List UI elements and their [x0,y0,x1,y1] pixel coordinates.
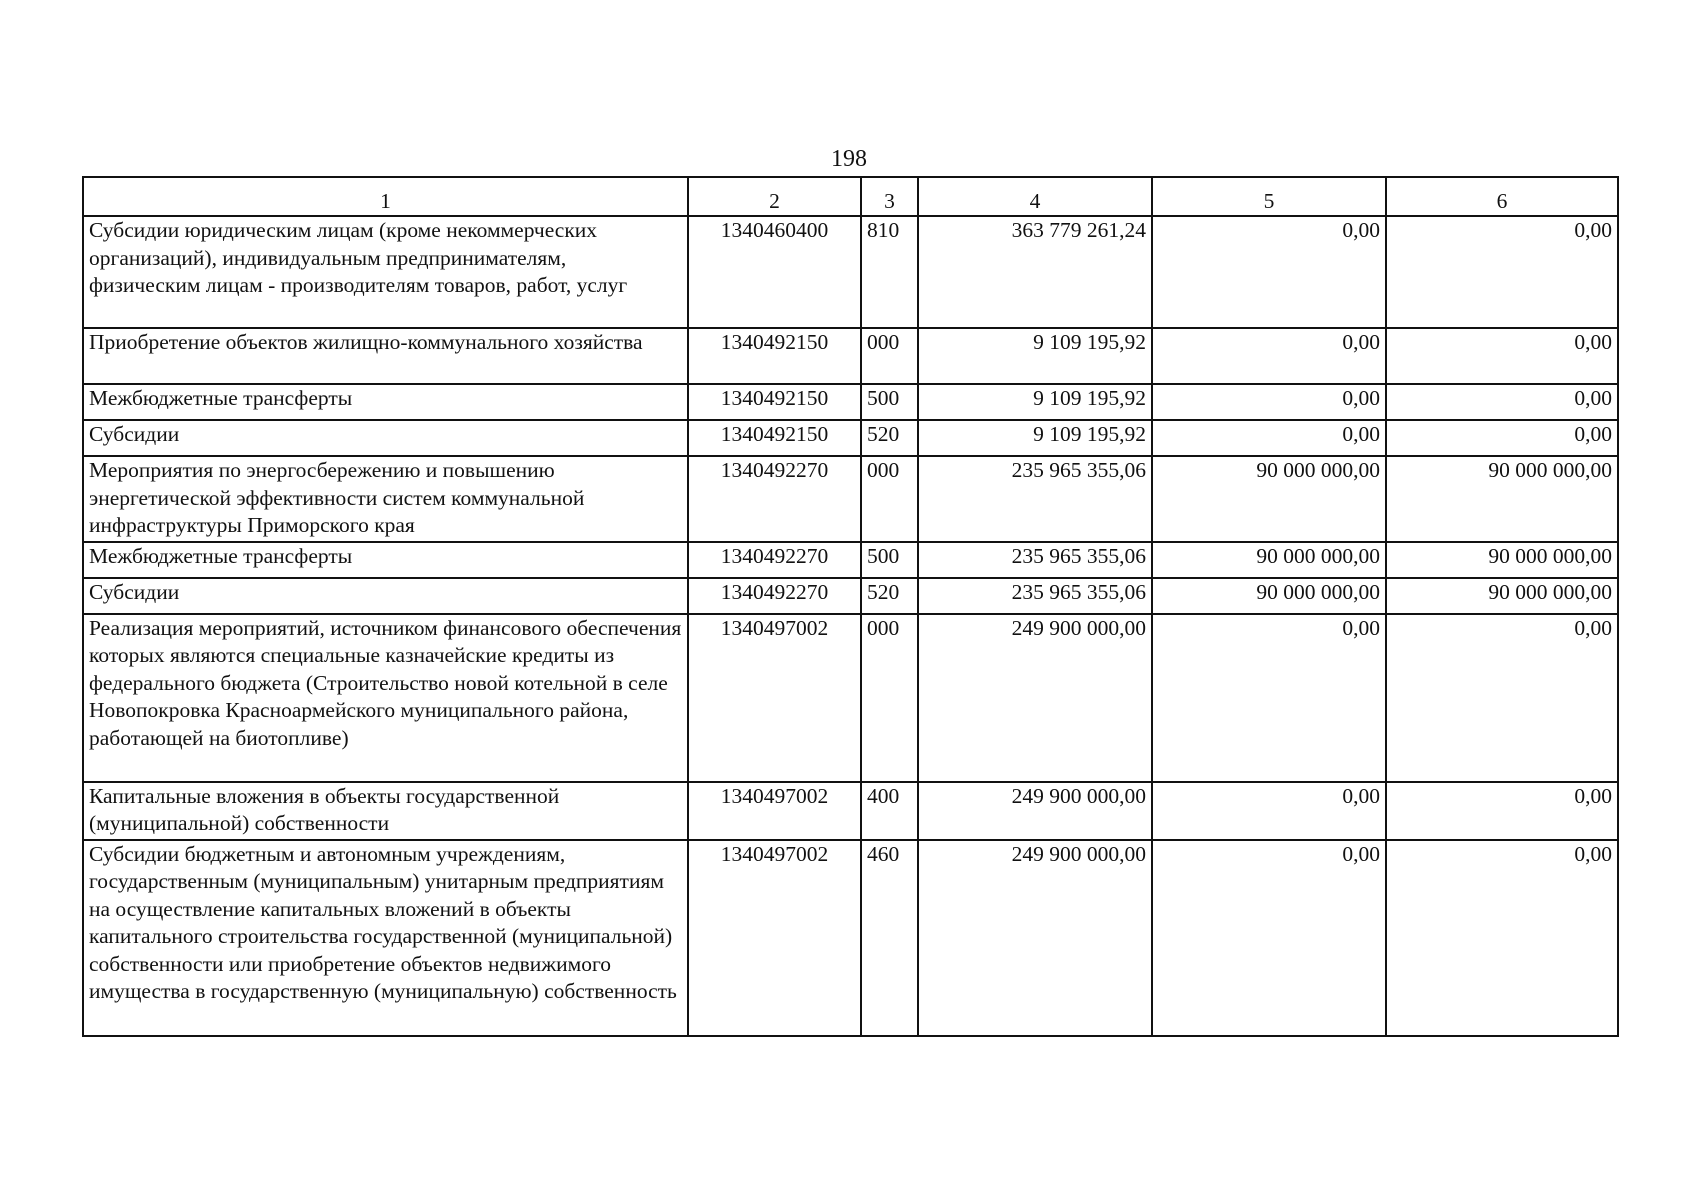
row-code: 1340460400 [688,216,861,328]
row-name: Реализация мероприятий, источником финансового обеспечения которых являются специальные казначейские кредиты из федерального бюджета (Строительство новой котельной в селе Новопокровка Красноармейского муниципального района, работающей на биотопливе) [83,614,688,782]
header-col-3: 3 [861,177,918,216]
row-name: Субсидии [83,578,688,614]
row-type: 400 [861,782,918,840]
row-value-5: 0,00 [1152,614,1386,782]
row-code: 1340497002 [688,614,861,782]
header-col-2: 2 [688,177,861,216]
row-name: Мероприятия по энергосбережению и повышению энергетической эффективности систем коммунальной инфраструктуры Приморского края [83,456,688,542]
row-value-5: 90 000 000,00 [1152,542,1386,578]
row-value-4: 9 109 195,92 [918,420,1152,456]
row-value-4: 249 900 000,00 [918,840,1152,1036]
row-value-4: 249 900 000,00 [918,614,1152,782]
row-value-4: 363 779 261,24 [918,216,1152,328]
table-row [83,384,1618,420]
row-value-5: 90 000 000,00 [1152,456,1386,542]
row-value-4: 235 965 355,06 [918,542,1152,578]
row-value-5: 0,00 [1152,384,1386,420]
row-type: 520 [861,420,918,456]
table-row [83,216,1618,328]
row-value-4: 9 109 195,92 [918,384,1152,420]
budget-table [82,176,1619,1037]
row-code: 1340492150 [688,328,861,384]
table-row [83,328,1618,384]
row-value-6: 90 000 000,00 [1386,456,1618,542]
row-value-5: 0,00 [1152,216,1386,328]
row-type: 500 [861,384,918,420]
row-value-5: 0,00 [1152,420,1386,456]
row-value-6: 0,00 [1386,782,1618,840]
row-type: 000 [861,328,918,384]
row-code: 1340492270 [688,578,861,614]
row-type: 000 [861,456,918,542]
row-code: 1340492150 [688,420,861,456]
header-row [83,177,1618,216]
row-type: 520 [861,578,918,614]
header-col-6: 6 [1386,177,1618,216]
row-value-6: 0,00 [1386,328,1618,384]
row-value-6: 0,00 [1386,614,1618,782]
row-code: 1340497002 [688,840,861,1036]
table-row [83,542,1618,578]
row-value-4: 235 965 355,06 [918,456,1152,542]
row-name: Капитальные вложения в объекты государственной (муниципальной) собственности [83,782,688,840]
row-value-6: 0,00 [1386,384,1618,420]
row-value-5: 0,00 [1152,328,1386,384]
table-row [83,420,1618,456]
row-value-4: 9 109 195,92 [918,328,1152,384]
page-number: 198 [831,146,867,172]
row-name: Межбюджетные трансферты [83,542,688,578]
table-row [83,782,1618,840]
row-name: Межбюджетные трансферты [83,384,688,420]
row-value-6: 90 000 000,00 [1386,578,1618,614]
row-code: 1340492150 [688,384,861,420]
row-value-6: 0,00 [1386,420,1618,456]
row-value-6: 0,00 [1386,216,1618,328]
row-type: 460 [861,840,918,1036]
row-type: 500 [861,542,918,578]
row-code: 1340492270 [688,542,861,578]
row-name: Субсидии [83,420,688,456]
row-value-5: 90 000 000,00 [1152,578,1386,614]
table-row [83,456,1618,542]
row-name: Субсидии юридическим лицам (кроме некоммерческих организаций), индивидуальным предпринимателям, физическим лицам - производителям товаров, работ, услуг [83,216,688,328]
header-col-5: 5 [1152,177,1386,216]
table-row [83,578,1618,614]
row-value-5: 0,00 [1152,840,1386,1036]
row-type: 810 [861,216,918,328]
row-value-5: 0,00 [1152,782,1386,840]
table-row [83,840,1618,1036]
row-value-4: 249 900 000,00 [918,782,1152,840]
table-row [83,614,1618,782]
row-type: 000 [861,614,918,782]
header-col-1: 1 [83,177,688,216]
row-value-6: 0,00 [1386,840,1618,1036]
header-col-4: 4 [918,177,1152,216]
row-code: 1340492270 [688,456,861,542]
row-value-6: 90 000 000,00 [1386,542,1618,578]
row-name: Субсидии бюджетным и автономным учреждениям, государственным (муниципальным) унитарным предприятиям на осуществление капитальных вложений в объекты капитального строительства государственной (муниципальной) собственности или приобретение объектов недвижимого имущества в государственную (муниципальную) собственность [83,840,688,1036]
row-code: 1340497002 [688,782,861,840]
row-value-4: 235 965 355,06 [918,578,1152,614]
row-name: Приобретение объектов жилищно-коммунального хозяйства [83,328,688,384]
